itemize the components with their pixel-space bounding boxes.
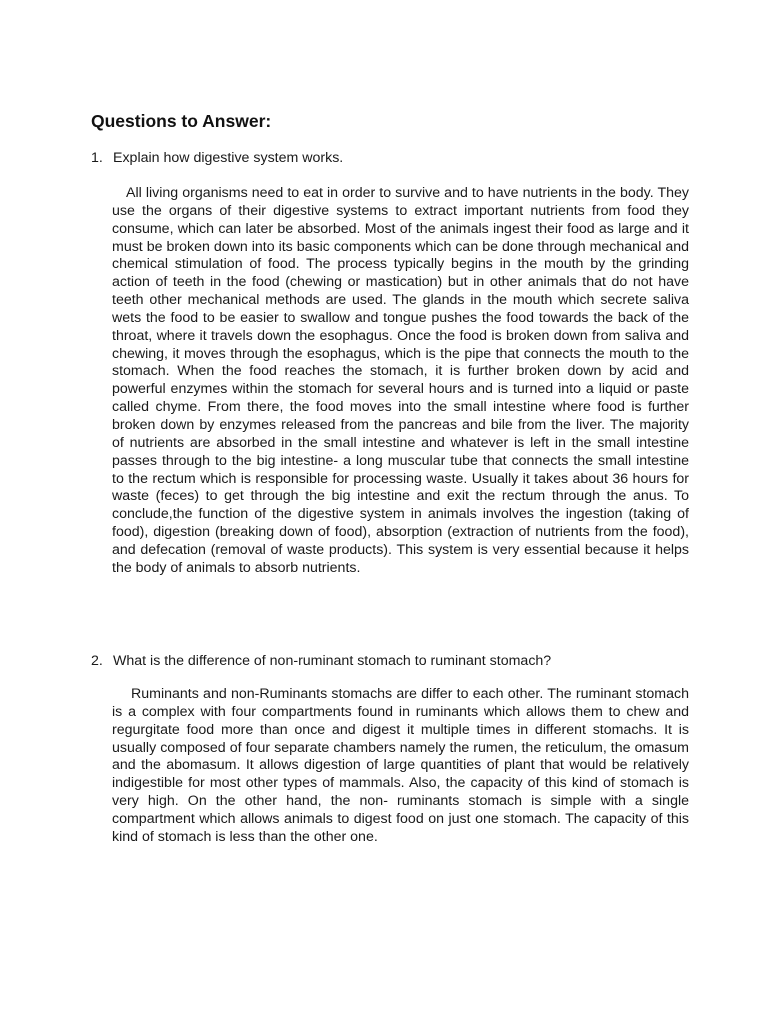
question-1-number: 1. [91, 150, 103, 166]
question-2-text: What is the difference of non-ruminant stomach to ruminant stomach? [113, 653, 552, 669]
question-2 [91, 653, 691, 669]
question-2-number: 2. [91, 653, 103, 669]
question-1 [91, 150, 691, 166]
page-heading: Questions to Answer: [91, 111, 272, 131]
question-1-text: Explain how digestive system works. [113, 150, 344, 166]
answer-1: All living organisms need to eat in order to survive and to have nutrients in the body. They use the organs of their digestive systems to extract important nutrients from food they consume, which can later be absorbed. Most of the animals ingest their food as large and it must be broken down into its basic components which can be done through mechanical and chemical stimulation of food. The process typically begins in the mouth by the grinding action of teeth in the food (chewing or mastication) but in other animals that do not have teeth other mechanical methods are used. The glands in the mouth which secrete saliva wets the food to be easier to swallow and tongue pushes the food towards the back of the throat, where it travels down the esophagus. Once the food is broken down from saliva and chewing, it moves through the esophagus, which is the pipe that connects the mouth to the stomach. When the food reaches the stomach, it is further broken down by acid and powerful enzymes within the stomach for several hours and is turned into a liquid or paste called chyme. From there, the food moves into the small intestine where food is further broken down by enzymes released from the pancreas and bile from the liver. The majority of nutrients are absorbed in the small intestine and whatever is left in the small intestine passes through to the big intestine- a long muscular tube that connects the small intestine to the rectum which is responsible for processing waste. Usually it takes about 36 hours for waste (feces) to get through the big intestine and exit the rectum through the anus. To conclude,the function of the digestive system in animals involves the ingestion (taking of food), digestion (breaking down of food), absorption (extraction of nutrients from the food), and defecation (removal of waste products). This system is very essential because it helps the body of animals to absorb nutrients. [112, 185, 689, 576]
answer-2: Ruminants and non-Ruminants stomachs are differ to each other. The ruminant stomach is a complex with four compartments found in ruminants which allows them to chew and regurgitate food more than once and digest it multiple times in different stomachs. It is usually composed of four separate chambers namely the rumen, the reticulum, the omasum and the abomasum. It allows digestion of large quantities of plant that would be relatively indigestible for most other types of mammals. Also, the capacity of this kind of stomach is very high. On the other hand, the non- ruminants stomach is simple with a single compartment which allows animals to digest food on just one stomach. The capacity of this kind of stomach is less than the other one. [112, 686, 689, 845]
